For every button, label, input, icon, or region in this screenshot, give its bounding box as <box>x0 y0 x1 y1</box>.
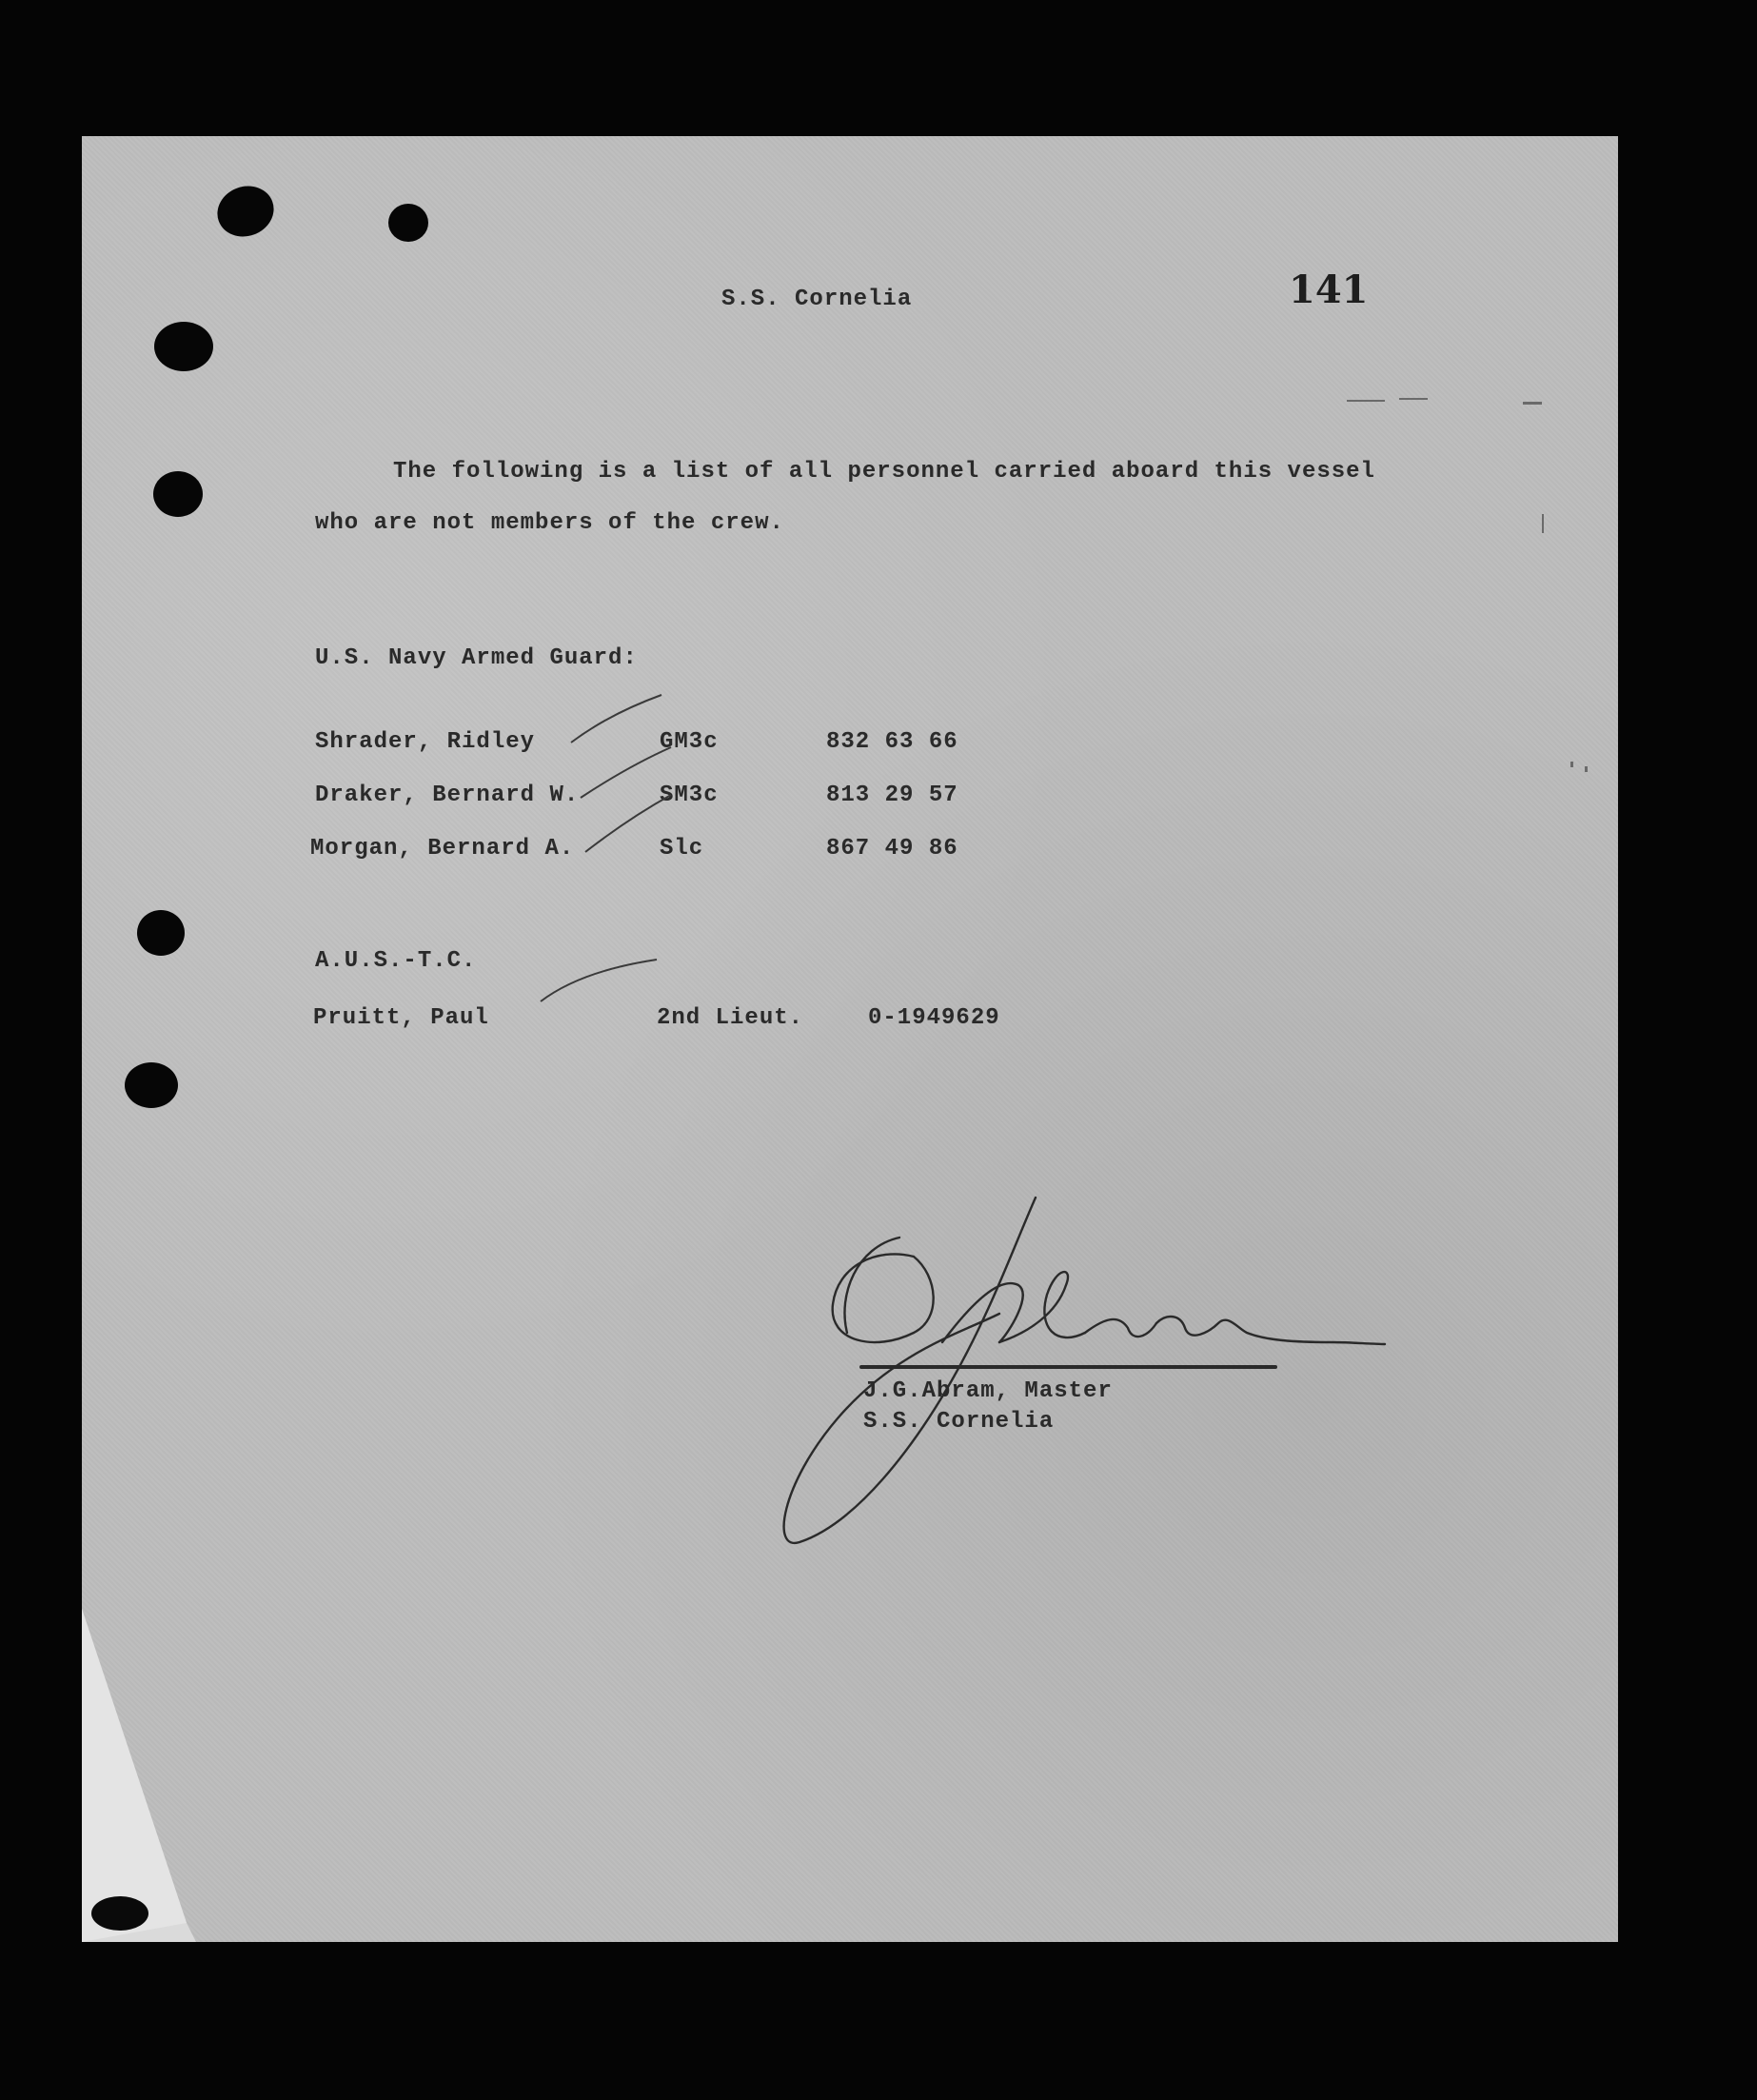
navy-section-heading: U.S. Navy Armed Guard: <box>315 645 638 671</box>
crew-rate: GM3c <box>660 729 719 755</box>
officer-name: Pruitt, Paul <box>313 1005 489 1031</box>
signer-vessel-line: S.S. Cornelia <box>863 1409 1055 1435</box>
officer-serial-number: 0-1949629 <box>868 1005 1000 1031</box>
vessel-title: S.S. Cornelia <box>721 287 913 312</box>
crew-name: Morgan, Bernard A. <box>310 836 575 862</box>
crew-service-number: 867 49 86 <box>826 836 958 862</box>
crew-name: Shrader, Ridley <box>315 729 536 755</box>
folded-corner <box>82 1609 196 1942</box>
page-number: 141 <box>1289 267 1369 312</box>
signer-name-line: J.G.Abram, Master <box>863 1378 1113 1404</box>
paper-sheet <box>82 136 1618 1942</box>
punch-hole-2 <box>388 204 428 242</box>
punch-hole-5 <box>137 910 185 956</box>
officer-rank: 2nd Lieut. <box>657 1005 804 1031</box>
crew-service-number: 832 63 66 <box>826 729 958 755</box>
intro-line-1: The following is a list of all personnel carried aboard this vessel <box>393 459 1375 485</box>
intro-line-2: who are not members of the crew. <box>315 510 784 536</box>
crew-service-number: 813 29 57 <box>826 783 958 808</box>
crew-rate: Slc <box>660 836 704 862</box>
punch-hole-6 <box>125 1062 178 1108</box>
army-section-heading: A.U.S.-T.C. <box>315 948 477 974</box>
crew-name: Draker, Bernard W. <box>315 783 580 808</box>
punch-hole-4 <box>153 471 203 517</box>
crew-rate: SM3c <box>660 783 719 808</box>
punch-hole-3 <box>154 322 213 371</box>
